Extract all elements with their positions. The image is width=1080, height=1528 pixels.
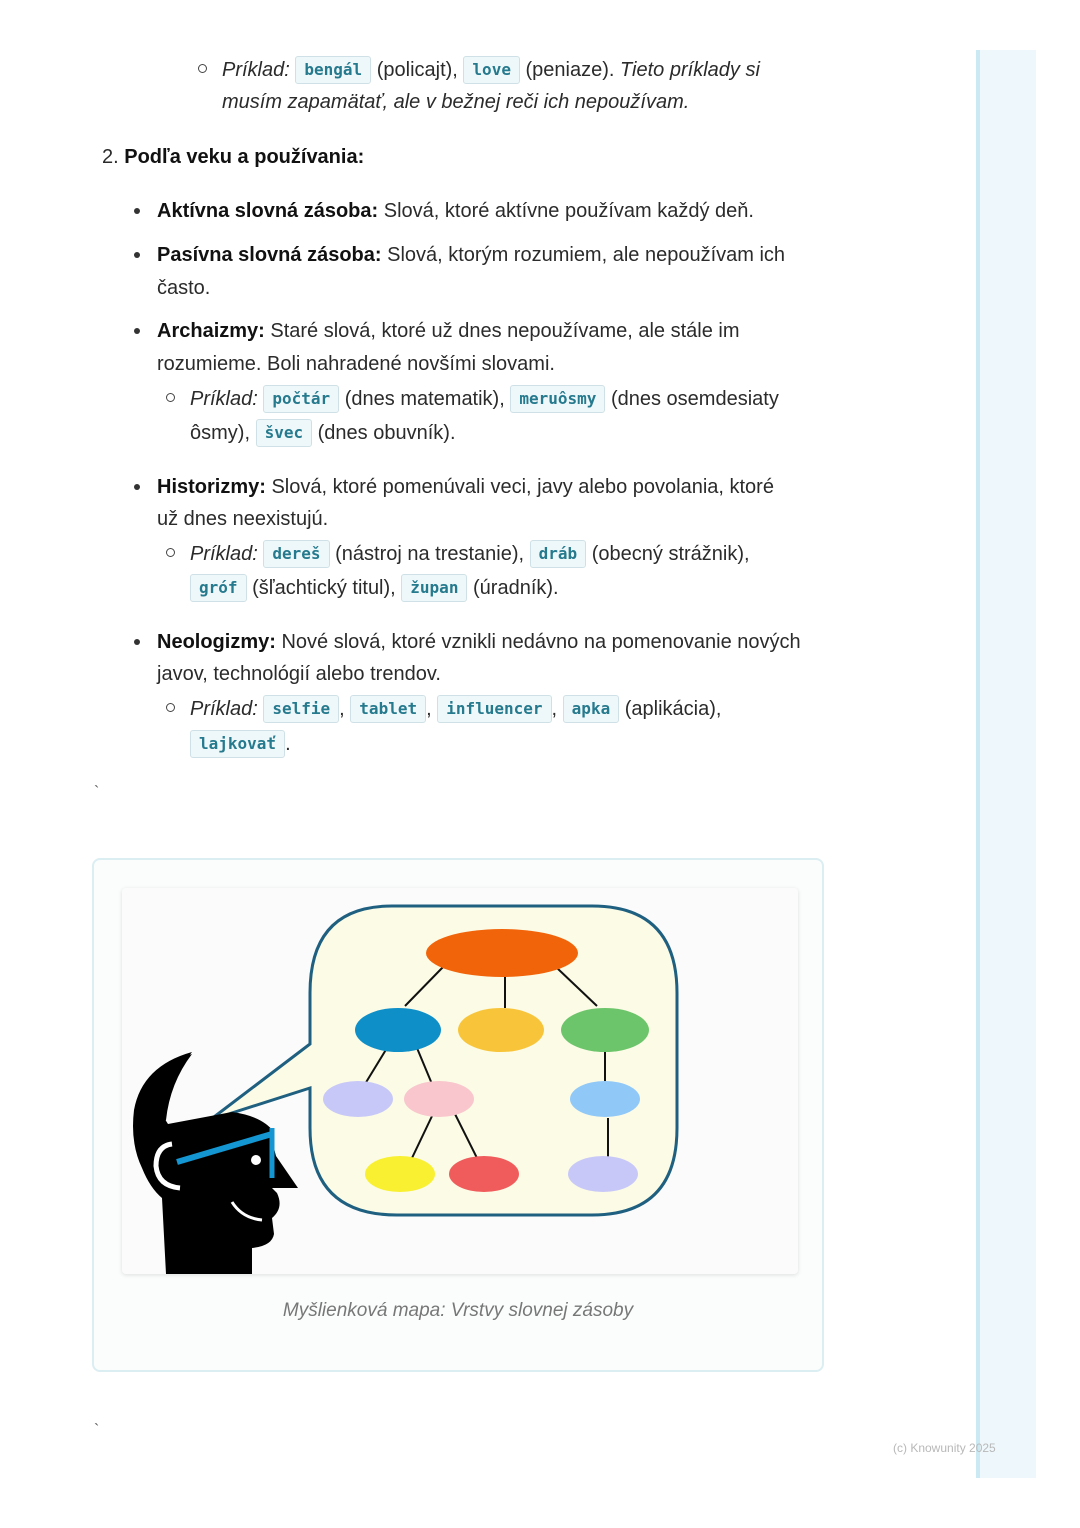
gloss: (nástroj na trestanie), bbox=[329, 543, 530, 565]
note-text-continued: musím zapamätať, ale v bežnej reči ich nepoužívam. bbox=[222, 91, 690, 113]
gloss: (peniaze). bbox=[519, 59, 621, 81]
term: Neologizmy: bbox=[157, 631, 276, 653]
yellow-node bbox=[458, 1008, 544, 1052]
definition: Nové slová, ktoré vznikli nedávno na pomenovanie nových bbox=[275, 631, 801, 653]
separator: , bbox=[551, 698, 558, 720]
code-word: počtár bbox=[263, 385, 339, 413]
stray-mark: ` bbox=[94, 1422, 100, 1439]
gloss: (policajt), bbox=[371, 59, 464, 81]
code-word: influencer bbox=[437, 695, 551, 723]
violet-node bbox=[568, 1156, 638, 1192]
definition: Staré slová, ktoré už dnes nepoužívame, ale stále im bbox=[264, 320, 740, 342]
note-text: Tieto príklady si bbox=[620, 59, 760, 81]
pink-node bbox=[404, 1081, 474, 1117]
example-line bbox=[190, 695, 721, 723]
definition: Slová, ktoré aktívne používam každý deň. bbox=[378, 200, 754, 222]
term: Aktívna slovná zásoba: bbox=[157, 200, 379, 222]
gloss: ôsmy), bbox=[190, 422, 256, 444]
example-line bbox=[222, 56, 760, 84]
definition: Slová, ktoré pomenúvali veci, javy alebo povolania, ktoré bbox=[265, 476, 774, 498]
red-node bbox=[449, 1156, 519, 1192]
right-margin-bar bbox=[976, 50, 1036, 1478]
green-node bbox=[561, 1008, 649, 1052]
sub-bullet-marker bbox=[166, 703, 175, 712]
code-word: tablet bbox=[350, 695, 426, 723]
bullet-marker bbox=[134, 328, 140, 334]
separator: . bbox=[285, 733, 291, 755]
section-heading bbox=[102, 145, 364, 169]
example-label: Príklad: bbox=[222, 59, 290, 81]
stray-mark: ` bbox=[94, 784, 100, 801]
gloss: (obecný strážnik), bbox=[586, 543, 750, 565]
definition: Slová, ktorým rozumiem, ale nepoužívam ich bbox=[381, 244, 786, 266]
separator: , bbox=[426, 698, 432, 720]
list-item-historizmy bbox=[157, 475, 774, 499]
code-word: love bbox=[463, 56, 520, 84]
list-item-aktivna bbox=[157, 199, 754, 223]
gloss: (dnes obuvník). bbox=[312, 422, 456, 444]
code-word: gróf bbox=[190, 574, 247, 602]
bullet-marker bbox=[134, 639, 140, 645]
code-word: selfie bbox=[263, 695, 339, 723]
list-item-pasivna bbox=[157, 243, 785, 267]
list-item-neologizmy bbox=[157, 630, 801, 654]
term: Archaizmy: bbox=[157, 320, 265, 342]
example-line-continued bbox=[190, 419, 456, 447]
gloss: (šľachtický titul), bbox=[246, 577, 402, 599]
gloss: (dnes osemdesiaty bbox=[605, 388, 779, 410]
lavender-node bbox=[323, 1081, 393, 1117]
heading-number: 2. bbox=[102, 146, 119, 168]
sub-bullet-marker bbox=[198, 64, 207, 73]
gloss: (úradník). bbox=[467, 577, 559, 599]
example-label: Príklad: bbox=[190, 698, 258, 720]
lemon-node bbox=[365, 1156, 435, 1192]
example-line bbox=[190, 540, 750, 568]
sub-bullet-marker bbox=[166, 393, 175, 402]
figure-card bbox=[92, 858, 824, 1372]
code-word: dereš bbox=[263, 540, 329, 568]
bullet-marker bbox=[134, 208, 140, 214]
term: Historizmy: bbox=[157, 476, 266, 498]
code-word: švec bbox=[256, 419, 313, 447]
example-line bbox=[190, 385, 779, 413]
code-word: lajkovať bbox=[190, 730, 285, 758]
code-word: bengál bbox=[295, 56, 371, 84]
copyright-notice: (c) Knowunity 2025 bbox=[893, 1441, 996, 1455]
head-mind-map-icon bbox=[122, 888, 798, 1274]
example-label: Príklad: bbox=[190, 543, 258, 565]
separator: , bbox=[339, 698, 345, 720]
light-blue-node bbox=[570, 1081, 640, 1117]
sub-bullet-marker bbox=[166, 548, 175, 557]
code-word: dráb bbox=[530, 540, 587, 568]
code-word: meruôsmy bbox=[510, 385, 605, 413]
gloss: (aplikácia), bbox=[619, 698, 722, 720]
definition-continued: už dnes neexistujú. bbox=[157, 508, 329, 530]
root-node bbox=[426, 929, 578, 977]
example-label: Príklad: bbox=[190, 388, 258, 410]
example-line-continued bbox=[190, 574, 559, 602]
blue-node bbox=[355, 1008, 441, 1052]
term: Pasívna slovná zásoba: bbox=[157, 244, 382, 266]
bullet-marker bbox=[134, 252, 140, 258]
figure-caption: Myšlienková mapa: Vrstvy slovnej zásoby bbox=[282, 1300, 634, 1321]
code-word: župan bbox=[401, 574, 467, 602]
example-line-continued bbox=[190, 730, 291, 758]
heading-text: Podľa veku a používania: bbox=[124, 146, 365, 168]
list-item-archaizmy bbox=[157, 319, 740, 343]
code-word: apka bbox=[563, 695, 620, 723]
mind-map-illustration bbox=[122, 888, 798, 1274]
definition-continued: rozumieme. Boli nahradené novšími slovami. bbox=[157, 353, 555, 375]
definition-continued: javov, technológií alebo trendov. bbox=[157, 663, 441, 685]
gloss: (dnes matematik), bbox=[339, 388, 511, 410]
bullet-marker bbox=[134, 484, 140, 490]
definition-continued: často. bbox=[157, 277, 211, 299]
